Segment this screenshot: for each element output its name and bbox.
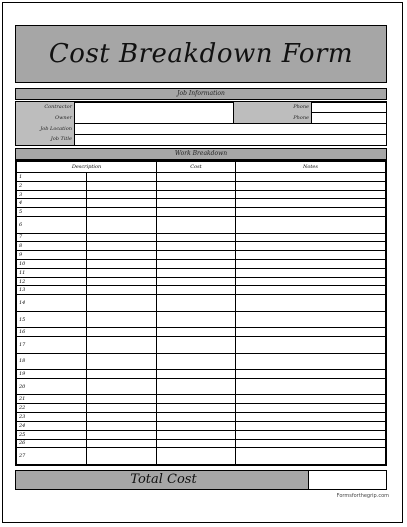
row-number: 27 — [17, 448, 87, 465]
row-number: 1 — [17, 173, 87, 182]
description-cell[interactable] — [87, 181, 157, 190]
cost-cell[interactable] — [157, 233, 236, 242]
row-number: 21 — [17, 395, 87, 404]
row-number: 11 — [17, 268, 87, 277]
description-cell[interactable] — [87, 190, 157, 199]
table-row — [17, 233, 386, 242]
notes-cell[interactable] — [236, 190, 386, 199]
form-title: Cost Breakdown Form — [48, 39, 354, 69]
row-number: 4 — [17, 199, 87, 208]
description-cell[interactable] — [87, 378, 157, 395]
description-cell[interactable] — [87, 173, 157, 182]
table-row — [17, 439, 386, 448]
description-cell[interactable] — [87, 439, 157, 448]
table-row — [17, 378, 386, 395]
work-breakdown-header: Work Breakdown — [15, 148, 387, 160]
description-cell[interactable] — [87, 311, 157, 328]
job-location-label: Job Location — [40, 126, 72, 132]
cost-cell[interactable] — [157, 286, 236, 295]
cost-cell[interactable] — [157, 439, 236, 448]
row-number: 23 — [17, 413, 87, 422]
notes-cell[interactable] — [236, 448, 386, 465]
notes-cell[interactable] — [236, 353, 386, 370]
work-breakdown-table — [15, 160, 387, 466]
notes-cell[interactable] — [236, 328, 386, 337]
table-row — [17, 277, 386, 286]
row-number: 12 — [17, 277, 87, 286]
table-row — [17, 181, 386, 190]
job-title-label: Job Title — [50, 136, 72, 142]
table-row — [17, 295, 386, 312]
description-cell[interactable] — [87, 370, 157, 379]
cost-cell[interactable] — [157, 421, 236, 430]
description-cell[interactable] — [87, 233, 157, 242]
notes-cell[interactable] — [236, 233, 386, 242]
description-cell[interactable] — [87, 242, 157, 251]
description-cell[interactable] — [87, 448, 157, 465]
notes-cell[interactable] — [236, 242, 386, 251]
row-number: 2 — [17, 181, 87, 190]
table-row — [17, 448, 386, 465]
owner-label: Owner — [55, 115, 72, 121]
row-number: 9 — [17, 251, 87, 260]
contractor-phone-label: Phone — [293, 104, 309, 110]
description-cell[interactable] — [87, 421, 157, 430]
cost-cell[interactable] — [157, 404, 236, 413]
notes-cell[interactable] — [236, 181, 386, 190]
row-number: 6 — [17, 217, 87, 234]
cost-cell[interactable] — [157, 295, 236, 312]
row-number: 16 — [17, 328, 87, 337]
table-row — [17, 217, 386, 234]
cost-cell[interactable] — [157, 277, 236, 286]
cost-cell[interactable] — [157, 311, 236, 328]
notes-cell[interactable] — [236, 311, 386, 328]
cost-cell[interactable] — [157, 337, 236, 354]
contractor-owner-field[interactable] — [74, 102, 234, 124]
row-number: 22 — [17, 404, 87, 413]
notes-cell[interactable] — [236, 413, 386, 422]
row-number: 14 — [17, 295, 87, 312]
notes-cell[interactable] — [236, 268, 386, 277]
job-title-field[interactable] — [74, 134, 387, 146]
description-column-header: Description — [17, 162, 157, 173]
table-row — [17, 421, 386, 430]
table-row — [17, 199, 386, 208]
notes-cell[interactable] — [236, 277, 386, 286]
description-cell[interactable] — [87, 208, 157, 217]
row-number: 13 — [17, 286, 87, 295]
table-row — [17, 430, 386, 439]
description-cell[interactable] — [87, 260, 157, 269]
description-cell[interactable] — [87, 199, 157, 208]
notes-column-header: Notes — [236, 162, 386, 173]
notes-cell[interactable] — [236, 217, 386, 234]
table-row — [17, 268, 386, 277]
owner-phone-label: Phone — [293, 115, 309, 121]
description-cell[interactable] — [87, 404, 157, 413]
notes-cell[interactable] — [236, 430, 386, 439]
cost-cell[interactable] — [157, 190, 236, 199]
row-number: 26 — [17, 439, 87, 448]
row-number: 19 — [17, 370, 87, 379]
row-number: 10 — [17, 260, 87, 269]
description-cell[interactable] — [87, 395, 157, 404]
cost-cell[interactable] — [157, 173, 236, 182]
row-number: 7 — [17, 233, 87, 242]
cost-cell[interactable] — [157, 353, 236, 370]
table-row — [17, 251, 386, 260]
footer-url: Formsforthegrip.com — [336, 493, 389, 499]
row-number: 18 — [17, 353, 87, 370]
description-cell[interactable] — [87, 295, 157, 312]
table-row — [17, 260, 386, 269]
description-cell[interactable] — [87, 268, 157, 277]
description-cell[interactable] — [87, 251, 157, 260]
table-row — [17, 413, 386, 422]
cost-cell[interactable] — [157, 217, 236, 234]
cost-cell[interactable] — [157, 268, 236, 277]
description-cell[interactable] — [87, 353, 157, 370]
notes-cell[interactable] — [236, 286, 386, 295]
description-cell[interactable] — [87, 337, 157, 354]
table-row — [17, 242, 386, 251]
cost-cell[interactable] — [157, 199, 236, 208]
table-row — [17, 395, 386, 404]
cost-cell[interactable] — [157, 378, 236, 395]
cost-cell[interactable] — [157, 260, 236, 269]
cost-cell[interactable] — [157, 208, 236, 217]
row-number: 25 — [17, 430, 87, 439]
notes-cell[interactable] — [236, 173, 386, 182]
row-number: 5 — [17, 208, 87, 217]
notes-cell[interactable] — [236, 337, 386, 354]
total-cost-row — [15, 470, 387, 490]
table-row — [17, 404, 386, 413]
row-number: 8 — [17, 242, 87, 251]
notes-cell[interactable] — [236, 199, 386, 208]
total-cost-label: Total Cost — [130, 472, 197, 487]
row-number: 20 — [17, 378, 87, 395]
owner-phone-field[interactable] — [311, 112, 387, 124]
table-row — [17, 286, 386, 295]
notes-cell[interactable] — [236, 260, 386, 269]
contractor-label: Contractor — [44, 104, 72, 110]
notes-cell[interactable] — [236, 395, 386, 404]
table-row — [17, 353, 386, 370]
notes-cell[interactable] — [236, 421, 386, 430]
total-cost-field[interactable] — [308, 471, 386, 489]
table-row — [17, 328, 386, 337]
row-number: 24 — [17, 421, 87, 430]
description-cell[interactable] — [87, 328, 157, 337]
description-cell[interactable] — [87, 430, 157, 439]
cost-cell[interactable] — [157, 430, 236, 439]
cost-cell[interactable] — [157, 395, 236, 404]
notes-cell[interactable] — [236, 378, 386, 395]
table-row — [17, 370, 386, 379]
job-information-header: Job Information — [15, 88, 387, 100]
cost-cell[interactable] — [157, 448, 236, 465]
cost-cell[interactable] — [157, 413, 236, 422]
cost-cell[interactable] — [157, 181, 236, 190]
notes-cell[interactable] — [236, 439, 386, 448]
cost-cell[interactable] — [157, 328, 236, 337]
cost-cell[interactable] — [157, 251, 236, 260]
description-cell[interactable] — [87, 413, 157, 422]
notes-cell[interactable] — [236, 370, 386, 379]
table-row — [17, 337, 386, 354]
description-cell[interactable] — [87, 217, 157, 234]
description-cell[interactable] — [87, 277, 157, 286]
notes-cell[interactable] — [236, 404, 386, 413]
row-number: 17 — [17, 337, 87, 354]
row-number: 3 — [17, 190, 87, 199]
row-number: 15 — [17, 311, 87, 328]
notes-cell[interactable] — [236, 295, 386, 312]
notes-cell[interactable] — [236, 251, 386, 260]
table-row — [17, 173, 386, 182]
table-row — [17, 190, 386, 199]
description-cell[interactable] — [87, 286, 157, 295]
cost-cell[interactable] — [157, 370, 236, 379]
job-information-section — [15, 101, 387, 146]
form-title-banner — [15, 25, 387, 83]
notes-cell[interactable] — [236, 208, 386, 217]
cost-column-header: Cost — [157, 162, 236, 173]
table-row — [17, 208, 386, 217]
table-row — [17, 311, 386, 328]
cost-cell[interactable] — [157, 242, 236, 251]
